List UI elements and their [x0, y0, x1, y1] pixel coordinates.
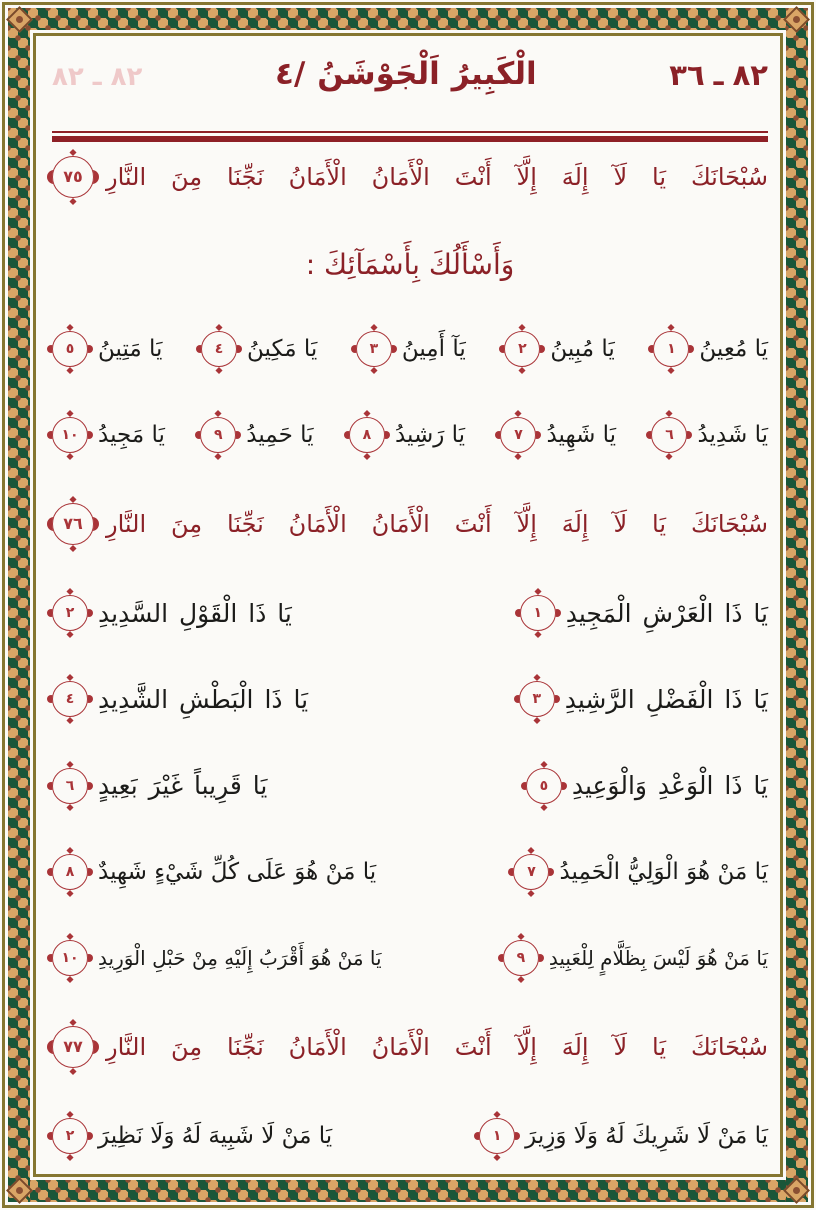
name-number-medallion: ٣ — [356, 331, 392, 367]
divine-name-text: يَا ذَا الْبَطْشِ الشَّدِيدِ — [98, 684, 309, 714]
name-number-medallion: ١ — [520, 595, 556, 631]
dash-segment: ـ — [92, 62, 102, 92]
divine-name-item — [52, 681, 308, 717]
text-segment: ٣٦ — [669, 58, 705, 92]
divine-name-text: يَا مُبِينُ — [550, 336, 615, 363]
dash-segment: ـ — [713, 58, 724, 92]
divine-name-text: يَآ أَمِينُ — [401, 336, 466, 363]
divine-name-text: يَا مَنْ لَا شَبِيهَ لَهُ وَلَا نَظِيرَ — [98, 1122, 333, 1149]
name-number-medallion: ٥ — [526, 768, 562, 804]
divine-name-item — [519, 681, 768, 717]
header-divider — [52, 131, 768, 142]
frame-ornament-band-right — [786, 8, 808, 1202]
tasbih-formula-line — [52, 1026, 768, 1068]
name-number-medallion: ٩ — [200, 417, 236, 453]
divine-name-text: يَا شَهِيدُ — [546, 422, 617, 449]
divine-name-item — [52, 417, 165, 453]
divine-name-item — [479, 1118, 768, 1154]
divine-name-item — [513, 854, 768, 890]
name-number-medallion: ١ — [479, 1118, 515, 1154]
divine-name-text: يَا ذَا الْعَرْشِ الْمَجِيدِ — [565, 598, 768, 628]
title-word: اَلْجَوْشَنُ — [317, 56, 440, 92]
divine-names-line — [52, 331, 768, 367]
divine-names-line — [52, 595, 768, 631]
divine-name-item — [52, 331, 162, 367]
name-number-medallion: ٢ — [52, 595, 88, 631]
divine-name-text: يَا رَشِيدُ — [394, 422, 466, 449]
divine-name-text: يَا مُعِينُ — [699, 336, 768, 363]
tasbih-formula-line — [52, 503, 768, 545]
divine-name-item — [504, 331, 614, 367]
divine-name-item — [520, 595, 768, 631]
divine-name-item — [356, 331, 466, 367]
divine-name-text: يَا مَكِينُ — [247, 336, 318, 363]
formula-text: سُبْحَانَكَ يَا لَآ إِلَهَ إِلَّآ أَنْتَ الْأَمَانُ الْأَمَانُ نَجِّنَا مِنَ النَّارِ — [106, 163, 768, 191]
page-content — [52, 0, 768, 1210]
name-number-medallion: ١ — [653, 331, 689, 367]
name-number-medallion: ٦ — [651, 417, 687, 453]
divine-name-text: يَا ذَا الْفَضْلِ الرَّشِيدِ — [564, 684, 768, 714]
formula-number-medallion: ٧٥ — [52, 156, 94, 198]
formula-text: سُبْحَانَكَ يَا لَآ إِلَهَ إِلَّآ أَنْتَ الْأَمَانُ الْأَمَانُ نَجِّنَا مِنَ النَّارِ — [106, 1032, 768, 1061]
name-number-medallion: ٥ — [52, 331, 88, 367]
name-number-medallion: ٩ — [503, 940, 539, 976]
divine-name-text: يَا مَنْ هُوَ الْوَلِيُّ الْحَمِيدُ — [559, 858, 768, 885]
name-number-medallion: ٧ — [500, 417, 536, 453]
divine-names-line — [52, 417, 768, 453]
divine-name-text: يَا مَنْ لَا شَرِيكَ لَهُ وَلَا وَزِيرَ — [525, 1122, 768, 1149]
invocation-line — [52, 248, 768, 281]
divine-names-line — [52, 681, 768, 717]
divine-name-text: يَا مَجِيدُ — [98, 422, 165, 449]
formula-number-medallion: ٧٧ — [52, 1026, 94, 1068]
divine-name-item — [651, 417, 768, 453]
divine-name-item — [201, 331, 317, 367]
name-number-medallion: ٧ — [513, 854, 549, 890]
divine-name-text: يَا مَنْ هُوَ لَيْسَ بِظَلَّامٍ لِلْعَبِيدِ — [548, 945, 768, 970]
name-number-medallion: ٢ — [504, 331, 540, 367]
text-segment: ٨٢ — [52, 62, 84, 92]
divine-name-text: يَا مَتِينُ — [98, 336, 163, 363]
divine-name-item — [503, 940, 768, 976]
name-number-medallion: ٤ — [201, 331, 237, 367]
divine-name-text: يَا مَنْ هُوَ عَلَى كُلِّ شَيْءٍ شَهِيدٌ — [98, 858, 377, 885]
divine-name-text: يَا حَمِيدُ — [246, 422, 314, 449]
divine-names-line — [52, 1118, 768, 1154]
page-header — [52, 56, 768, 92]
divine-name-item — [653, 331, 768, 367]
divine-name-item — [52, 940, 382, 976]
formula-text: سُبْحَانَكَ يَا لَآ إِلَهَ إِلَّآ أَنْتَ الْأَمَانُ الْأَمَانُ نَجِّنَا مِنَ النَّارِ — [106, 510, 768, 539]
page-title — [275, 56, 537, 92]
prayer-body — [52, 156, 768, 1154]
name-number-medallion: ٢ — [52, 1118, 88, 1154]
divine-names-line — [52, 940, 768, 976]
divider-thin-line — [52, 131, 768, 133]
title-word: الْكَبِيرُ — [451, 56, 537, 92]
tasbih-formula-line — [52, 156, 768, 198]
divine-names-line — [52, 854, 768, 890]
name-number-medallion: ٦ — [52, 768, 88, 804]
divine-name-item — [200, 417, 313, 453]
divine-name-text: يَا قَرِيباً غَيْرَ بَعِيدٍ — [98, 771, 268, 801]
divine-name-item — [52, 854, 376, 890]
divine-name-text: يَا مَنْ هُوَ أَقْرَبُ إِلَيْهِ مِنْ حَبْلِ الْوَرِيدِ — [98, 945, 382, 970]
divine-name-item — [52, 1118, 332, 1154]
divine-name-item — [500, 417, 616, 453]
divine-name-item — [52, 595, 292, 631]
divine-name-item — [349, 417, 465, 453]
section-number: ٤/ — [275, 56, 306, 92]
name-number-medallion: ٨ — [349, 417, 385, 453]
name-number-medallion: ١٠ — [52, 417, 88, 453]
divine-name-text: يَا ذَا الْقَوْلِ السَّدِيدِ — [98, 598, 292, 628]
name-number-medallion: ٨ — [52, 854, 88, 890]
name-number-medallion: ١٠ — [52, 940, 88, 976]
name-number-medallion: ٣ — [519, 681, 555, 717]
divider-thick-line — [52, 136, 768, 142]
divine-names-line — [52, 768, 768, 804]
page-number — [669, 58, 768, 92]
divine-name-item — [52, 768, 267, 804]
divine-name-item — [526, 768, 768, 804]
formula-number-medallion: ٧٦ — [52, 503, 94, 545]
text-segment: ٨٢ — [110, 62, 143, 92]
divine-name-text: يَا ذَا الْوَعْدِ وَالْوَعِيدِ — [571, 771, 768, 801]
text-segment: ٨٢ — [732, 58, 768, 92]
faded-bleedthrough-page-number — [52, 62, 142, 92]
name-number-medallion: ٤ — [52, 681, 88, 717]
frame-ornament-band-left — [8, 8, 30, 1202]
invocation-text: وَأَسْأَلُكَ بِأَسْمَآئِكَ : — [305, 248, 515, 282]
divine-name-text: يَا شَدِيدُ — [697, 422, 768, 449]
